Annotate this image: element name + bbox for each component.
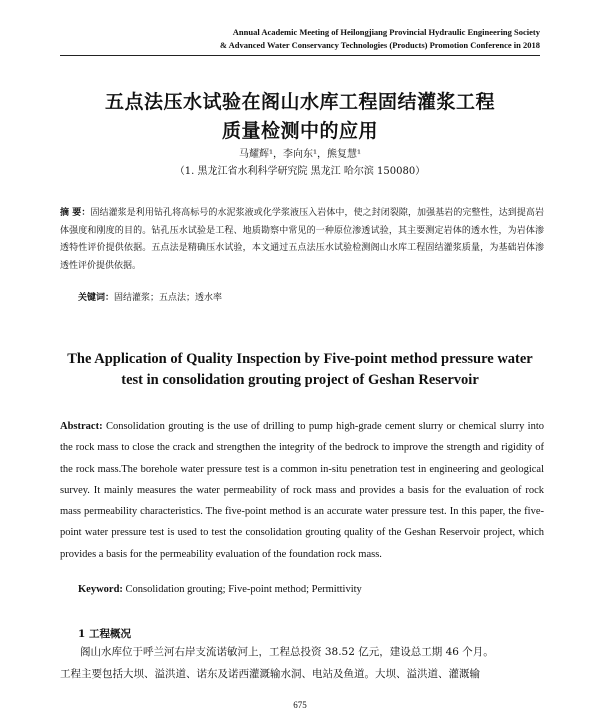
body-line-1: 阁山水库位于呼兰河右岸支流诺敏河上，工程总投资 38.52 亿元，建设总工期 46 个月。 [80,646,494,658]
english-keywords-text: Consolidation grouting; Five-point method; Permittivity [125,584,362,595]
running-header-line-1: Annual Academic Meeting of Heilongjiang Provincial Hydraulic Engineering Society [232,27,540,37]
english-keywords-label: Keyword: [78,584,123,595]
chinese-keywords [78,291,222,305]
english-title-line-1: The Application of Quality Inspection by Five-point method pressure water [67,351,533,367]
chinese-keywords-label: 关键词： [78,293,115,303]
chinese-keywords-text: 固结灌浆；五点法；透水率 [114,293,223,303]
chinese-abstract-label: 摘 要： [60,208,91,218]
section-heading: 1 工程概况 [78,628,131,640]
english-abstract-label: Abstract: [60,421,103,432]
chinese-title-line-2: 质量检测中的应用 [221,120,378,142]
section-body [60,641,544,685]
english-keywords [78,583,362,597]
english-abstract [60,416,544,565]
affiliation: （1. 黑龙江省水利科学研究院 黑龙江 哈尔滨 150080） [174,166,426,177]
chinese-abstract [60,205,544,275]
english-abstract-text: Consolidation grouting is the use of drilling to pump high-grade cement slurry or chemical slurry into the rock mass to close the crack and strengthen the integrity of the bedrock to improve the strength and rigidity of the rock mass.The borehole water pressure test is a common in-situ penetration test in engineering and geological survey. It mainly measures the water permeability of rock mass and provides a basis for the evaluation of rock mass permeability characteristics. The five-point method is an accurate water pressure test. In this paper, the five-point water pressure test is used to test the consolidation grouting quality of the Geshan Reservoir project, which provides a basis for the permeability evaluation of the foundation rock mass. [60,421,545,560]
page-number: 675 [293,700,307,710]
english-title-line-2: test in consolidation grouting project of Geshan Reservoir [121,372,479,388]
authors: 马耀辉¹，李向东¹，熊复慧¹ [238,149,362,160]
english-title [40,349,560,391]
header-rule [60,55,540,56]
body-line-2: 工程主要包括大坝、溢洪道、诺东及诺西灌溉输水洞、电站及鱼道。大坝、溢洪道、灌溉输 [60,668,480,680]
chinese-title [0,88,600,146]
running-header [220,26,540,52]
chinese-abstract-text: 固结灌浆是利用钻孔将高标号的水泥浆液或化学浆液压入岩体中，使之封闭裂隙，加强基岩的完整性，达到提高岩体强度和刚度的目的。钻孔压水试验是工程、地质勘察中常见的一种原位渗透试验，其主要测定岩体的透水性，为岩体渗透特性评价提供依据。五点法是精确压水试验，本文通过五点法压水试验检测阁山水库工程固结灌浆质量，为基础岩体渗透性评价提供依据。 [60,208,544,271]
running-header-line-2: & Advanced Water Conservancy Technologies (Products) Promotion Conference in 2018 [219,40,540,50]
chinese-title-line-1: 五点法压水试验在阁山水库工程固结灌浆工程 [104,91,495,113]
